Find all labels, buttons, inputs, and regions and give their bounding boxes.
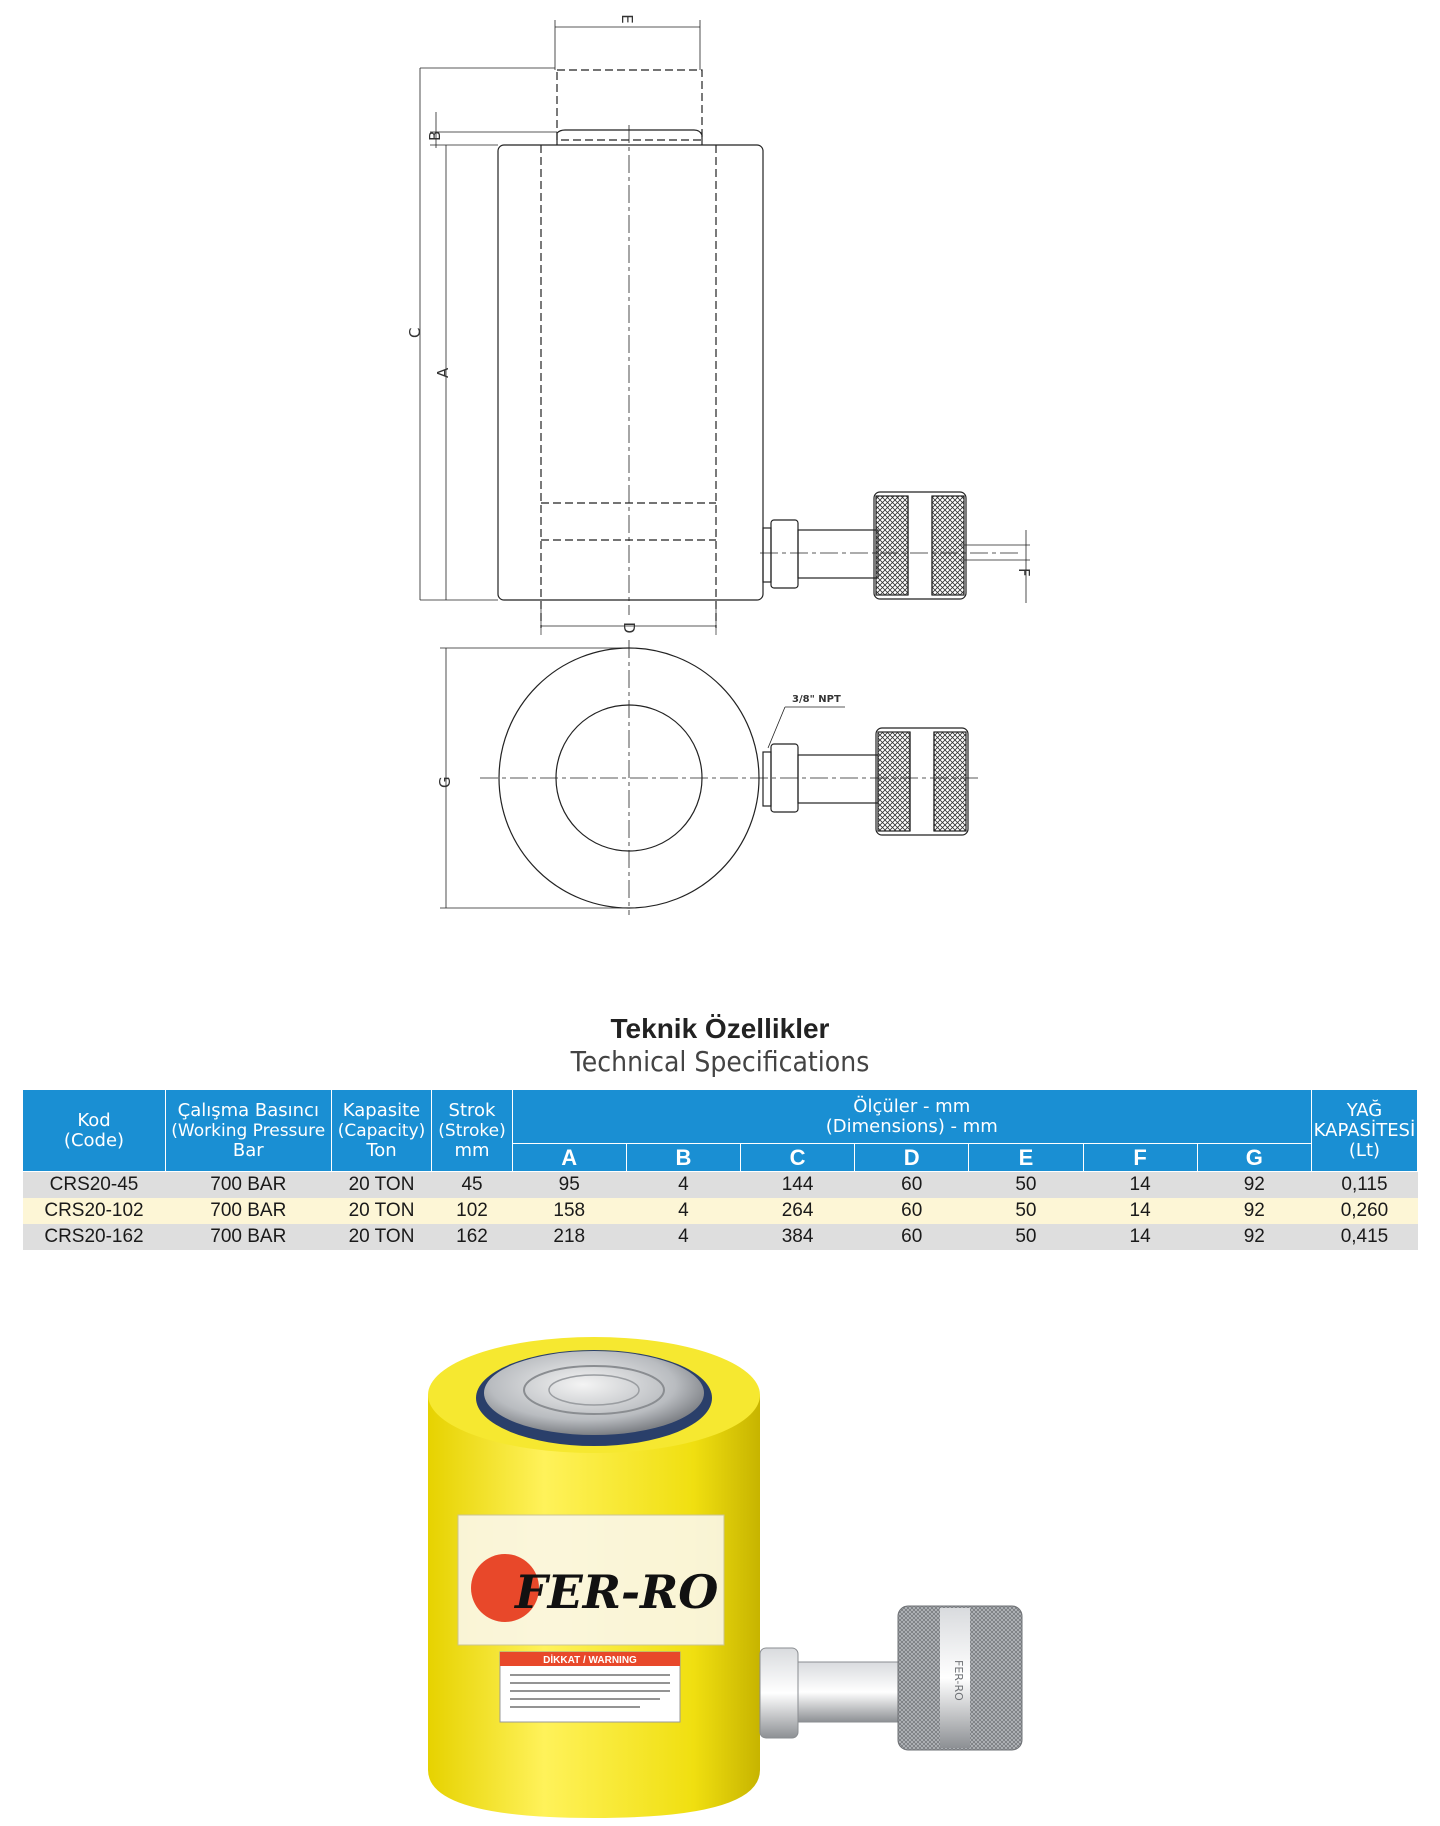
label-f: F — [1015, 568, 1033, 577]
header-strok: Strok (Stroke) mm — [432, 1090, 512, 1172]
technical-drawing — [400, 0, 1040, 940]
cell-dim-a: 158 — [512, 1198, 626, 1224]
header-kod: Kod (Code) — [23, 1090, 166, 1172]
label-e: E — [618, 14, 636, 24]
title-english: Technical Specifications — [570, 1045, 870, 1078]
header-dim-d: D — [855, 1144, 969, 1172]
header-yag: YAĞ KAPASİTESİ (Lt) — [1311, 1090, 1417, 1172]
label-d: D — [620, 622, 638, 634]
cell-stroke: 45 — [432, 1172, 512, 1199]
cell-capacity: 20 TON — [331, 1172, 432, 1199]
cell-dim-f: 14 — [1083, 1224, 1197, 1250]
label-a: A — [434, 367, 452, 378]
cell-dim-a: 218 — [512, 1224, 626, 1250]
spec-table — [22, 1089, 1418, 1250]
label-g: G — [436, 776, 454, 788]
cell-dim-d: 60 — [855, 1172, 969, 1199]
label-npt: 3/8" NPT — [792, 694, 841, 705]
cell-capacity: 20 TON — [331, 1198, 432, 1224]
header-dim-b: B — [626, 1144, 740, 1172]
table-row — [23, 1224, 1418, 1250]
warning-title: DİKKAT / WARNING — [543, 1655, 637, 1666]
cell-stroke: 162 — [432, 1224, 512, 1250]
cell-dim-d: 60 — [855, 1198, 969, 1224]
label-b: B — [426, 130, 444, 141]
cell-dim-g: 92 — [1197, 1172, 1311, 1199]
header-dim-c: C — [740, 1144, 854, 1172]
cell-dim-b: 4 — [626, 1172, 740, 1199]
header-dim-a: A — [512, 1144, 626, 1172]
cell-dim-a: 95 — [512, 1172, 626, 1199]
cell-dim-e: 50 — [969, 1198, 1083, 1224]
cell-dim-b: 4 — [626, 1224, 740, 1250]
cell-oil: 0,260 — [1311, 1198, 1417, 1224]
cell-dim-f: 14 — [1083, 1172, 1197, 1199]
cell-oil: 0,115 — [1311, 1172, 1417, 1199]
cell-code: CRS20-162 — [23, 1224, 166, 1250]
product-photo — [400, 1320, 1060, 1820]
cell-stroke: 102 — [432, 1198, 512, 1224]
cell-pressure: 700 BAR — [165, 1198, 331, 1224]
cell-dim-b: 4 — [626, 1198, 740, 1224]
cell-code: CRS20-45 — [23, 1172, 166, 1199]
cell-dim-c: 144 — [740, 1172, 854, 1199]
table-row — [23, 1172, 1418, 1199]
coupler-engraving: FER-RO — [952, 1660, 965, 1701]
cell-dim-g: 92 — [1197, 1224, 1311, 1250]
spec-title-block — [0, 1012, 1440, 1078]
cell-dim-e: 50 — [969, 1172, 1083, 1199]
header-olculer: Ölçüler - mm (Dimensions) - mm — [512, 1090, 1311, 1144]
cell-capacity: 20 TON — [331, 1224, 432, 1250]
cell-dim-c: 384 — [740, 1224, 854, 1250]
cell-dim-c: 264 — [740, 1198, 854, 1224]
cell-pressure: 700 BAR — [165, 1224, 331, 1250]
title-turkish: Teknik Özellikler — [610, 1013, 830, 1044]
label-c: C — [406, 327, 424, 338]
header-kapasite: Kapasite (Capacity) Ton — [331, 1090, 432, 1172]
cell-dim-d: 60 — [855, 1224, 969, 1250]
header-dim-g: G — [1197, 1144, 1311, 1172]
brand-logo: FER-RO — [515, 1565, 719, 1619]
header-dim-f: F — [1083, 1144, 1197, 1172]
cell-dim-e: 50 — [969, 1224, 1083, 1250]
header-basinc: Çalışma Basıncı (Working Pressure Bar — [165, 1090, 331, 1172]
cell-oil: 0,415 — [1311, 1224, 1417, 1250]
cell-dim-g: 92 — [1197, 1198, 1311, 1224]
header-dim-e: E — [969, 1144, 1083, 1172]
cell-code: CRS20-102 — [23, 1198, 166, 1224]
cell-pressure: 700 BAR — [165, 1172, 331, 1199]
table-row — [23, 1198, 1418, 1224]
cell-dim-f: 14 — [1083, 1198, 1197, 1224]
